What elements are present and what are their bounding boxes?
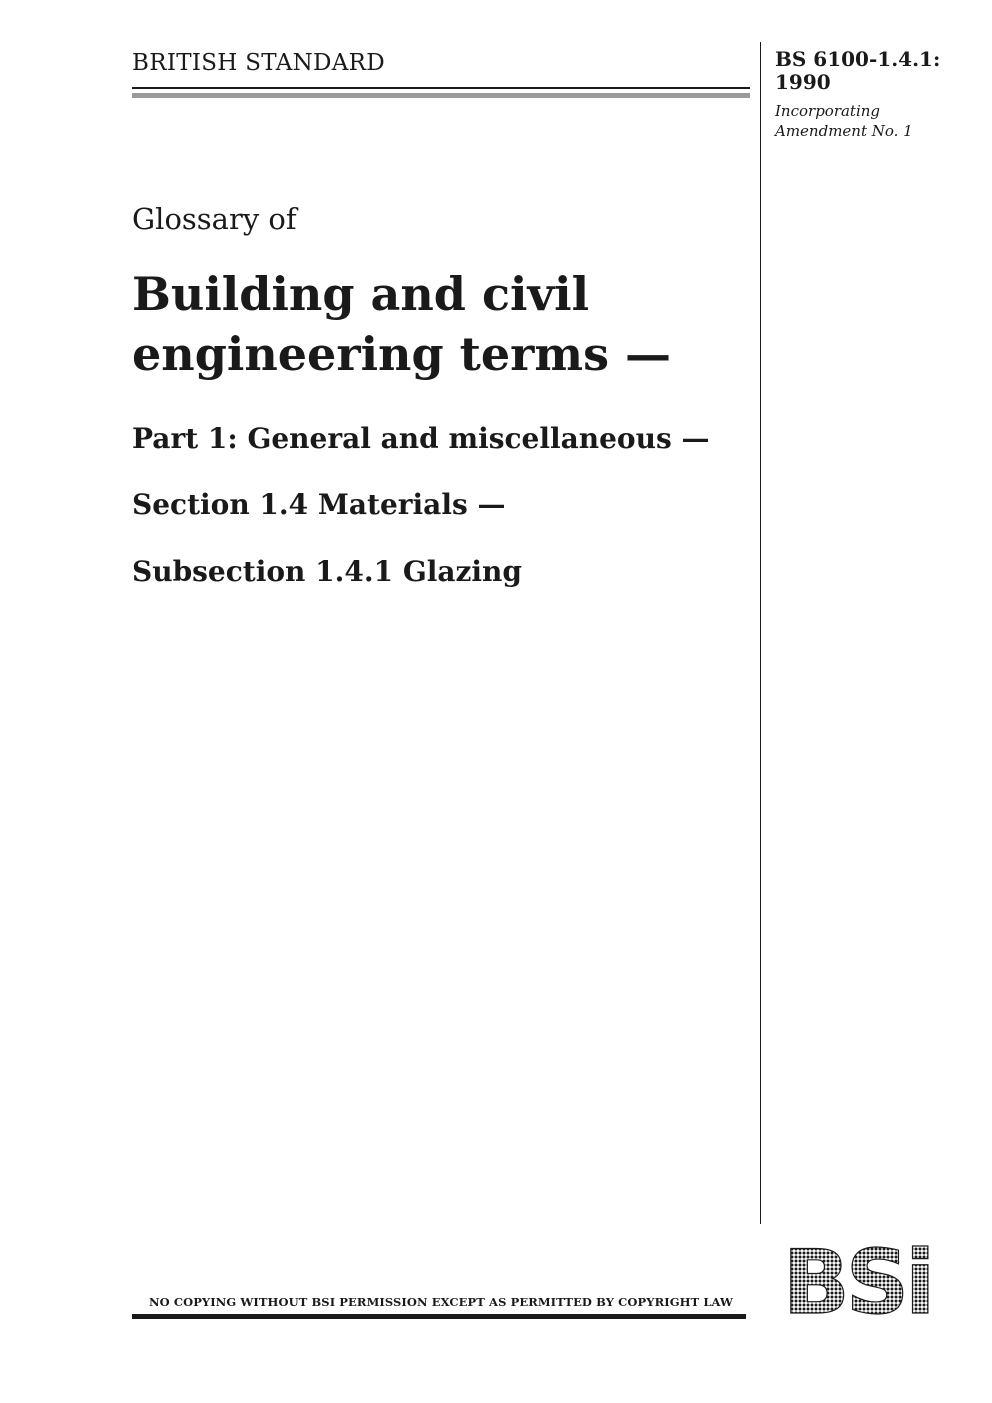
header-rule-thin — [132, 87, 750, 89]
amendment-line1: Incorporating — [775, 102, 881, 120]
main-title-line1: Building and civil — [132, 267, 590, 321]
copyright-notice: NO COPYING WITHOUT BSI PERMISSION EXCEPT AS PERMITTED BY COPYRIGHT LAW — [148, 1295, 734, 1309]
document-type-label: BRITISH STANDARD — [132, 50, 386, 76]
vertical-divider — [760, 42, 761, 1224]
subtitle-part: Part 1: General and miscellaneous — — [132, 422, 710, 455]
standard-number — [775, 48, 940, 94]
standard-number-line1: BS 6100-1.4.1: — [775, 47, 941, 71]
bsi-logo-text: BSi — [782, 1243, 932, 1321]
bsi-logo — [770, 1243, 945, 1321]
subtitle-section: Section 1.4 Materials — — [132, 488, 506, 521]
standard-number-line2: 1990 — [775, 70, 831, 94]
footer-rule — [132, 1314, 746, 1319]
amendment-line2: Amendment No. 1 — [775, 122, 913, 140]
main-title — [132, 264, 671, 384]
subtitle-subsection: Subsection 1.4.1 Glazing — [132, 555, 522, 588]
amendment-note — [775, 101, 913, 141]
pre-title: Glossary of — [132, 202, 297, 236]
main-title-line2: engineering terms — — [132, 327, 671, 381]
header-rule-grey — [132, 93, 750, 98]
